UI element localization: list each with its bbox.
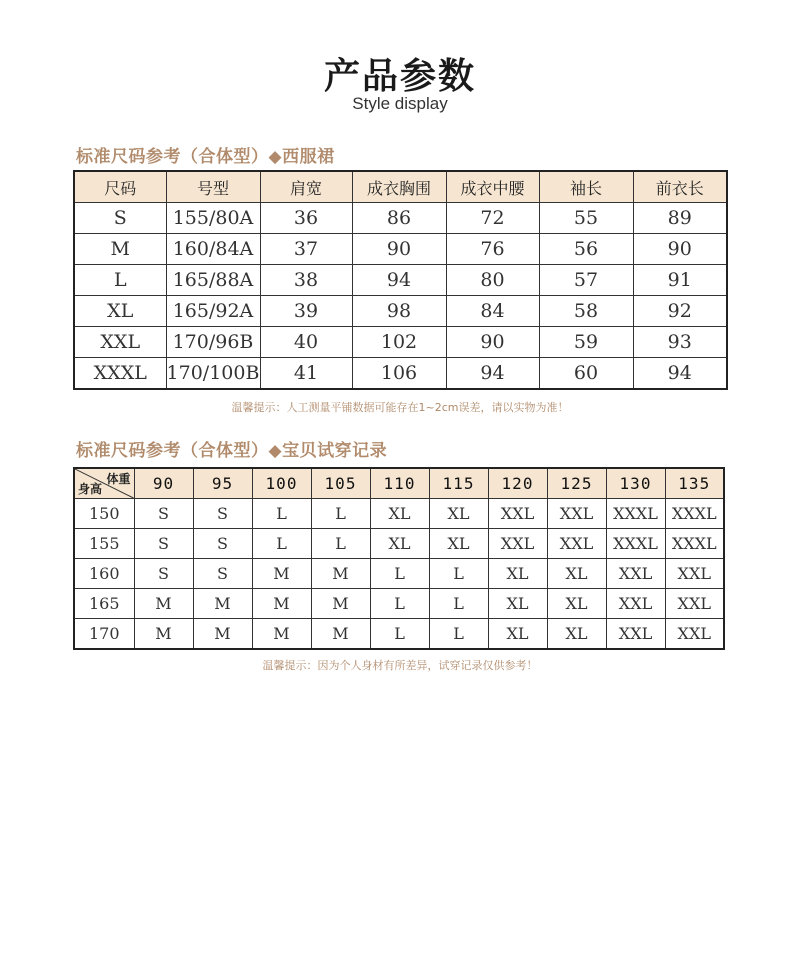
size-cell: XXXL [665, 499, 724, 529]
table-cell: 39 [260, 296, 352, 327]
table-cell: M [74, 234, 166, 265]
size-cell: XXL [488, 529, 547, 559]
table-row [74, 327, 727, 358]
table-cell: 59 [539, 327, 633, 358]
weight-header: 105 [311, 468, 370, 499]
size-cell: M [311, 559, 370, 589]
size-cell: XXXL [665, 529, 724, 559]
size-cell: XXL [606, 589, 665, 619]
size-cell: XXL [547, 529, 606, 559]
weight-header: 110 [370, 468, 429, 499]
table-cell: 72 [446, 203, 539, 234]
tryon-section-title: 标准尺码参考（合体型）◆宝贝试穿记录 [76, 441, 388, 461]
size-cell: XL [429, 529, 488, 559]
table-cell: XL [74, 296, 166, 327]
size-table [73, 170, 728, 390]
size-cell: S [193, 529, 252, 559]
size-table-header [74, 171, 727, 203]
page-subtitle: Style display [352, 94, 448, 113]
size-cell: XL [547, 589, 606, 619]
size-cell: XL [370, 499, 429, 529]
size-cell: S [134, 499, 193, 529]
table-cell: 86 [352, 203, 446, 234]
table-cell: 94 [446, 358, 539, 390]
table-cell: L [74, 265, 166, 296]
table-cell: 170/96B [166, 327, 260, 358]
size-cell: XXXL [606, 529, 665, 559]
table-cell: 90 [446, 327, 539, 358]
column-header: 成衣中腰 [446, 171, 539, 203]
table-cell: 102 [352, 327, 446, 358]
corner-cell [74, 468, 134, 499]
weight-label: 体重 [106, 472, 131, 486]
table-cell: 94 [633, 358, 727, 390]
table-cell: 165/88A [166, 265, 260, 296]
table-cell: 170/100B [166, 358, 260, 390]
table-row [74, 559, 724, 589]
size-cell: L [370, 559, 429, 589]
size-cell: XL [488, 559, 547, 589]
table-cell: 106 [352, 358, 446, 390]
table-row [74, 499, 724, 529]
height-cell: 150 [74, 499, 134, 529]
size-cell: L [370, 619, 429, 650]
size-cell: XXL [665, 619, 724, 650]
table-row [74, 589, 724, 619]
size-cell: XXL [665, 589, 724, 619]
table-row [74, 203, 727, 234]
size-cell: XL [547, 619, 606, 650]
table-cell: 60 [539, 358, 633, 390]
size-cell: XL [547, 559, 606, 589]
table-row [74, 529, 724, 559]
table-cell: 155/80A [166, 203, 260, 234]
height-label: 身高 [78, 482, 103, 496]
table-cell: 38 [260, 265, 352, 296]
size-cell: L [429, 619, 488, 650]
table-cell: 160/84A [166, 234, 260, 265]
size-section-title: 标准尺码参考（合体型）◆西服裙 [76, 147, 335, 167]
tryon-table-header [74, 468, 724, 499]
size-cell: M [134, 619, 193, 650]
table-cell: 90 [352, 234, 446, 265]
column-header: 号型 [166, 171, 260, 203]
table-cell: 94 [352, 265, 446, 296]
table-cell: 37 [260, 234, 352, 265]
column-header: 尺码 [74, 171, 166, 203]
size-cell: L [252, 529, 311, 559]
size-cell: S [193, 499, 252, 529]
size-cell: L [429, 559, 488, 589]
table-cell: 55 [539, 203, 633, 234]
size-cell: L [311, 529, 370, 559]
height-cell: 160 [74, 559, 134, 589]
column-header: 肩宽 [260, 171, 352, 203]
size-cell: XL [488, 619, 547, 650]
table-row [74, 358, 727, 390]
table-cell: 36 [260, 203, 352, 234]
tryon-note: 温馨提示：因为个人身材有所差异，试穿记录仅供参考！ [262, 659, 538, 672]
table-cell: 91 [633, 265, 727, 296]
weight-header: 135 [665, 468, 724, 499]
height-cell: 155 [74, 529, 134, 559]
size-cell: XL [488, 589, 547, 619]
tryon-table [73, 467, 725, 650]
size-cell: M [252, 559, 311, 589]
size-cell: S [134, 529, 193, 559]
measurement-note: 温馨提示：人工测量平铺数据可能存在1~2cm误差，请以实物为准！ [231, 401, 569, 414]
size-cell: S [134, 559, 193, 589]
table-cell: 93 [633, 327, 727, 358]
table-cell: XXL [74, 327, 166, 358]
size-cell: M [311, 619, 370, 650]
size-cell: L [370, 589, 429, 619]
size-cell: M [252, 589, 311, 619]
size-cell: XL [370, 529, 429, 559]
tryon-table-body [74, 499, 724, 650]
size-cell: XXL [547, 499, 606, 529]
size-cell: M [193, 619, 252, 650]
table-cell: 84 [446, 296, 539, 327]
table-cell: 98 [352, 296, 446, 327]
size-cell: M [193, 589, 252, 619]
table-cell: 41 [260, 358, 352, 390]
column-header: 袖长 [539, 171, 633, 203]
table-cell: 92 [633, 296, 727, 327]
table-row [74, 265, 727, 296]
height-cell: 165 [74, 589, 134, 619]
column-header: 前衣长 [633, 171, 727, 203]
table-cell: 76 [446, 234, 539, 265]
table-cell: 56 [539, 234, 633, 265]
size-cell: L [252, 499, 311, 529]
size-cell: XXL [665, 559, 724, 589]
table-cell: 90 [633, 234, 727, 265]
table-cell: 58 [539, 296, 633, 327]
size-cell: S [193, 559, 252, 589]
height-cell: 170 [74, 619, 134, 650]
size-cell: XXL [488, 499, 547, 529]
table-cell: 80 [446, 265, 539, 296]
table-row [74, 234, 727, 265]
weight-header: 115 [429, 468, 488, 499]
table-cell: 89 [633, 203, 727, 234]
size-cell: L [429, 589, 488, 619]
table-row [74, 619, 724, 650]
weight-header: 90 [134, 468, 193, 499]
size-cell: L [311, 499, 370, 529]
weight-header: 125 [547, 468, 606, 499]
page-title: 产品参数 [323, 56, 476, 97]
table-row [74, 296, 727, 327]
weight-header: 120 [488, 468, 547, 499]
size-cell: M [311, 589, 370, 619]
size-cell: XL [429, 499, 488, 529]
table-cell: S [74, 203, 166, 234]
size-cell: M [252, 619, 311, 650]
table-cell: 57 [539, 265, 633, 296]
weight-header: 100 [252, 468, 311, 499]
size-cell: M [134, 589, 193, 619]
weight-header: 95 [193, 468, 252, 499]
table-cell: XXXL [74, 358, 166, 390]
column-header: 成衣胸围 [352, 171, 446, 203]
size-cell: XXL [606, 619, 665, 650]
weight-header: 130 [606, 468, 665, 499]
size-cell: XXL [606, 559, 665, 589]
table-cell: 165/92A [166, 296, 260, 327]
size-cell: XXXL [606, 499, 665, 529]
table-cell: 40 [260, 327, 352, 358]
